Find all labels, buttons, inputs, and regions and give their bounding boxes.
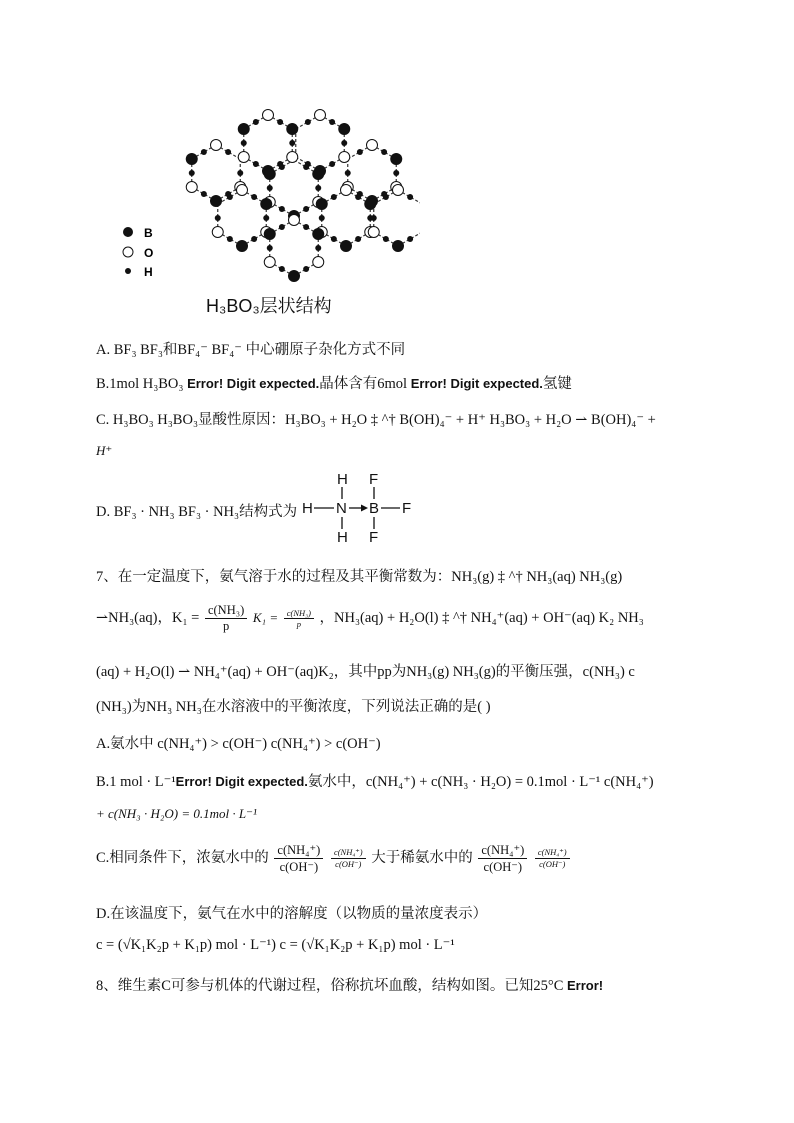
boron-atom — [364, 198, 376, 210]
hydrogen-atom — [241, 140, 247, 146]
q6-option-a: A. BF₃ BF₃和BF₄⁻ BF₄⁻ 中心硼原子杂化方式不同 — [96, 342, 406, 358]
oxygen-atom — [212, 227, 223, 238]
atom-b: B — [369, 500, 380, 517]
q7-option-c-pre: C.相同条件下，浓氨水中的 — [96, 849, 269, 866]
hydrogen-atom — [189, 170, 195, 176]
hydrogen-atom — [383, 236, 389, 242]
error-digit-expected-1: Error! Digit expected. — [187, 376, 320, 391]
oxygen-atom — [237, 185, 248, 196]
k1-italic-expression: K₁ = — [252, 609, 279, 625]
boron-atom — [392, 240, 404, 252]
hydrogen-atom — [341, 140, 347, 146]
atom-h-bottom: H — [337, 529, 348, 545]
q7-option-d-line2: c = (√K₁K₂p + K₁p) mol · L⁻¹) c = (√K₁K₂p + K₁p) mol · L⁻¹ — [96, 937, 455, 953]
hydrogen-atom — [315, 185, 321, 191]
boron-atom — [260, 198, 272, 210]
hydrogen-atom — [381, 149, 387, 155]
error-q8: Error! — [567, 978, 604, 993]
q7-stem-line3: (aq) + H₂O(l) ⇀ NH₄⁺(aq) + OH⁻(aq)K₂，其中pp为NH₃(g) NH₃(g)的平衡压强，c(NH₃) c — [96, 664, 635, 680]
oxygen-atom — [186, 182, 197, 193]
figure-legend — [123, 226, 153, 279]
atom-f-right: F — [402, 500, 412, 517]
hydrogen-atom — [355, 194, 361, 200]
q7-option-c — [96, 842, 572, 875]
hydrogen-atom — [253, 161, 259, 167]
hydrogen-atom — [267, 185, 273, 191]
legend-boron-marker — [123, 227, 133, 237]
boron-atom — [238, 123, 250, 135]
hydrogen-atom — [277, 119, 283, 125]
hydrogen-atom — [279, 224, 285, 230]
h3bo3-layer-structure-figure — [110, 95, 420, 285]
q7-option-b-pre: B.1 mol · L⁻¹ — [96, 774, 176, 790]
hydrogen-atom — [407, 236, 413, 242]
oxygen-atom — [263, 110, 274, 121]
hydrogen-atom — [329, 161, 335, 167]
q8-stem — [96, 974, 603, 995]
atom-h-left: H — [302, 500, 313, 517]
hydrogen-atom — [303, 164, 309, 170]
boron-atom — [312, 168, 324, 180]
k1-fraction: $\frac{\text{c(NH₃)}}{p}$ — [205, 603, 247, 634]
q7-option-b-line2: + c(NH₃ · H₂O) = 0.1mol · L⁻¹ — [96, 806, 257, 821]
oxygen-atom — [287, 152, 298, 163]
oxygen-atom — [315, 110, 326, 121]
boron-atom — [286, 123, 298, 135]
legend-hydrogen-label: H — [144, 265, 153, 279]
q7-option-d-line1: D.在该温度下，氨气在水中的溶解度（以物质的量浓度表示） — [96, 906, 488, 922]
hydrogen-atom — [263, 215, 269, 221]
q7-k2-expression: ，NH₃(aq) + H₂O(l) ‡ ^† NH₄⁺(aq) + OH⁻(aq) K₂ NH₃ — [319, 609, 644, 626]
hydrogen-atom — [237, 170, 243, 176]
boron-atom — [316, 198, 328, 210]
q6-option-d: D. BF₃ · NH₃ BF₃ · NH₃结构式为 — [96, 504, 298, 520]
k1-italic-fraction: $\frac{\text{c(NH₃)}}{p}$ — [284, 608, 314, 629]
q6-option-c-line2: H⁺ — [96, 443, 113, 458]
atom-n: N — [336, 500, 347, 517]
hydrogen-atom — [303, 206, 309, 212]
oxygen-atom — [341, 185, 352, 196]
boron-atom — [312, 228, 324, 240]
hydrogen-atom — [251, 236, 257, 242]
boron-atom — [186, 153, 198, 165]
q6-option-b — [96, 372, 572, 393]
oxygen-atom — [238, 152, 249, 163]
hydrogen-atom — [305, 119, 311, 125]
hydrogen-atom — [201, 149, 207, 155]
hydrogen-atom — [357, 149, 363, 155]
boron-atom — [264, 228, 276, 240]
legend-oxygen-marker — [123, 247, 133, 257]
hydrogen-atom — [225, 149, 231, 155]
hydrogen-atom — [371, 215, 377, 221]
legend-boron-label: B — [144, 226, 153, 240]
q7-option-c-mid: 大于稀氨水中的 — [371, 849, 473, 866]
atom-f-top: F — [369, 471, 379, 488]
legend-hydrogen-marker — [125, 268, 131, 274]
boron-atom — [210, 195, 222, 207]
hydrogen-atom — [227, 236, 233, 242]
q7-k1-expression: ⇀NH₃(aq)，K₁ = — [96, 609, 200, 626]
error-digit-expected-3: Error! Digit expected. — [175, 774, 308, 789]
dilute-ratio-italic-fraction: $\frac{\text{c(NH₄⁺)}}{c(OH^-)}$ — [535, 847, 570, 870]
q7-stem-line4: (NH₃)为NH₃ NH₃在水溶液中的平衡浓度，下列说法正确的是( ) — [96, 699, 491, 715]
q6-option-b-post: 氢键 — [542, 376, 572, 392]
oxygen-atom — [367, 140, 378, 151]
boron-atom — [236, 240, 248, 252]
concentrated-ratio-fraction: $\frac{\text{c(NH₄⁺)}}{c(OH^-)}$ — [274, 842, 323, 875]
q7-option-b-post: 氨水中，c(NH₄⁺) + c(NH₃ · H₂O) = 0.1mol · L⁻¹ c(NH₄⁺) — [307, 774, 654, 790]
q7-stem-line1: 7、在一定温度下，氨气溶于水的过程及其平衡常数为：NH₃(g) ‡ ^† NH₃(aq) NH₃(g) — [96, 569, 623, 585]
hydrogen-atom — [355, 236, 361, 242]
hydrogen-atom — [383, 194, 389, 200]
bf3-nh3-structural-formula — [302, 470, 422, 545]
concentrated-ratio-italic-fraction: $\frac{\text{c(NH₄⁺)}}{c(OH^-)}$ — [331, 847, 366, 870]
hydrogen-atom — [407, 194, 413, 200]
hydrogen-atom — [267, 245, 273, 251]
error-digit-expected-2: Error! Digit expected. — [410, 376, 543, 391]
legend-oxygen-label: O — [144, 246, 154, 260]
hydrogen-atom — [393, 170, 399, 176]
boron-atom — [390, 153, 402, 165]
figure-caption: H₃BO₃层状结构 — [206, 296, 332, 316]
boron-atom — [264, 168, 276, 180]
oxygen-atom — [368, 227, 379, 238]
hydrogen-atom — [279, 164, 285, 170]
q7-option-a: A.氨水中 c(NH₄⁺) > c(OH⁻) c(NH₄⁺) > c(OH⁻) — [96, 736, 381, 752]
oxygen-atom — [313, 257, 324, 268]
hydrogen-atom — [315, 245, 321, 251]
dilute-ratio-fraction: $\frac{\text{c(NH₄⁺)}}{c(OH^-)}$ — [478, 842, 527, 875]
oxygen-atom — [393, 185, 404, 196]
hydrogen-atom — [319, 215, 325, 221]
hydrogen-atom — [215, 215, 221, 221]
hydrogen-atom — [289, 140, 295, 146]
q6-option-c-line1: C. H₃BO₃ H₃BO₃显酸性原因：H₃BO₃ + H₂O ‡ ^† B(OH)₄⁻ + H⁺ H₃BO₃ + H₂O ⇀ B(OH)₄⁻ + — [96, 412, 656, 428]
hydrogen-atom — [303, 266, 309, 272]
hydrogen-atom — [345, 170, 351, 176]
oxygen-atom — [339, 152, 350, 163]
oxygen-atom — [211, 140, 222, 151]
hydrogen-atom — [227, 194, 233, 200]
hydrogen-atom — [253, 119, 259, 125]
hydrogen-atom — [331, 236, 337, 242]
hydrogen-atom — [201, 191, 207, 197]
hydrogen-atom — [279, 206, 285, 212]
q7-option-b-line1 — [96, 770, 654, 791]
atom-h-top: H — [337, 471, 348, 488]
q7-stem-line2 — [96, 603, 644, 634]
hydrogen-atom — [279, 266, 285, 272]
boron-atom — [340, 240, 352, 252]
boron-atom — [288, 270, 300, 282]
hydrogen-atom — [329, 119, 335, 125]
hydrogen-atom — [251, 194, 257, 200]
q8-stem-text: 8、维生素C可参与机体的代谢过程，俗称抗坏血酸，结构如图。已知25°C — [96, 978, 568, 994]
oxygen-atom — [289, 215, 300, 226]
hydrogen-atom — [331, 194, 337, 200]
q6-option-b-mid: 晶体含有6mol — [319, 376, 411, 392]
boron-atom — [338, 123, 350, 135]
oxygen-atom — [264, 257, 275, 268]
hydrogen-atom — [303, 224, 309, 230]
q6-option-b-pre: B.1mol H₃BO₃ — [96, 376, 188, 392]
atom-f-bottom: F — [369, 529, 379, 545]
